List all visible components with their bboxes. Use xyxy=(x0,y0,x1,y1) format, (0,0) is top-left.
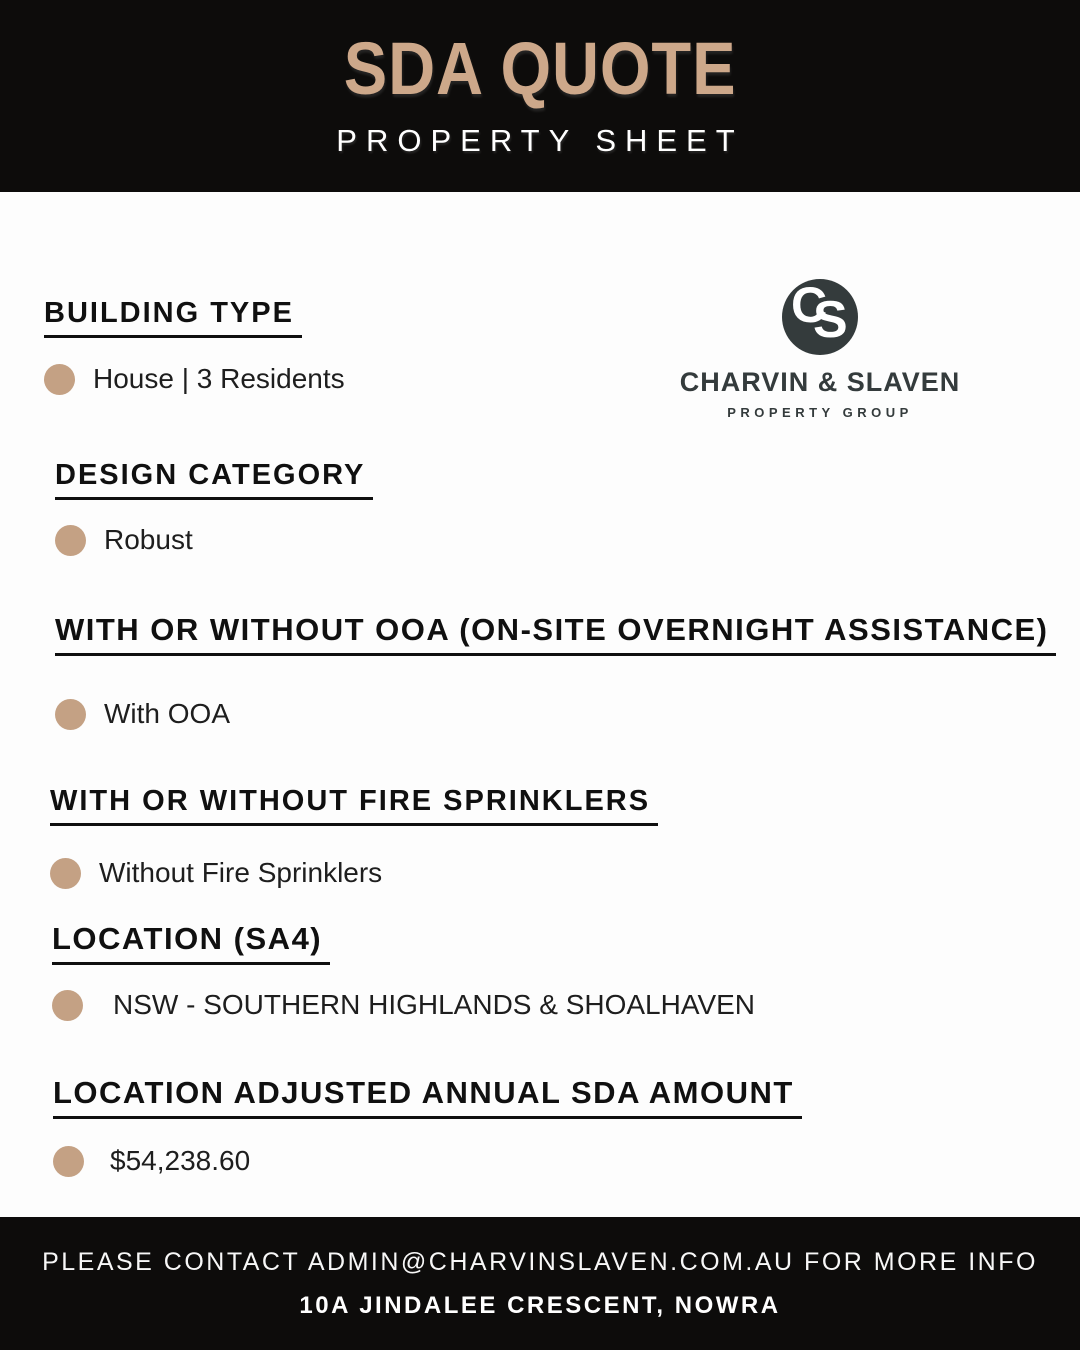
page-title: SDA QUOTE xyxy=(343,27,737,110)
section-heading: LOCATION (SA4) xyxy=(52,921,330,965)
header-band xyxy=(0,0,1080,192)
section-value: $54,238.60 xyxy=(110,1145,251,1176)
page-subtitle: PROPERTY SHEET xyxy=(336,123,744,158)
section-heading: WITH OR WITHOUT OOA (ON-SITE OVERNIGHT ASSISTANCE) xyxy=(55,612,1056,656)
section-value-row xyxy=(55,524,373,556)
company-name: CHARVIN & SLAVEN xyxy=(679,367,961,397)
section-value-row xyxy=(52,989,755,1021)
footer-band xyxy=(0,1217,1080,1350)
section-sda-amount xyxy=(53,1075,802,1177)
section-design-category xyxy=(55,459,373,556)
company-tagline: PROPERTY GROUP xyxy=(727,405,913,420)
bullet-dot-icon xyxy=(52,990,83,1021)
section-heading: DESIGN CATEGORY xyxy=(55,459,373,500)
section-value: Without Fire Sprinklers xyxy=(99,857,383,888)
section-heading: WITH OR WITHOUT FIRE SPRINKLERS xyxy=(50,785,658,826)
bullet-dot-icon xyxy=(44,364,75,395)
footer-address-line: 10A JINDALEE CRESCENT, NOWRA xyxy=(299,1291,781,1319)
section-location-sa4 xyxy=(52,921,755,1021)
section-heading: BUILDING TYPE xyxy=(44,297,302,338)
section-fire-sprinklers xyxy=(50,785,658,889)
logo-letter-s: S xyxy=(813,291,848,349)
logo-monogram-icon xyxy=(782,279,858,355)
section-ooa xyxy=(55,612,1056,730)
section-value-row xyxy=(44,363,345,395)
company-logo xyxy=(660,279,980,420)
bullet-dot-icon xyxy=(55,525,86,556)
bullet-dot-icon xyxy=(53,1146,84,1177)
section-heading: LOCATION ADJUSTED ANNUAL SDA AMOUNT xyxy=(53,1075,802,1119)
logo-letter-c: C xyxy=(791,277,828,333)
section-value: NSW - SOUTHERN HIGHLANDS & SHOALHAVEN xyxy=(113,989,756,1020)
section-value-row xyxy=(53,1145,802,1177)
section-value-row xyxy=(50,857,658,889)
bullet-dot-icon xyxy=(55,699,86,730)
section-building-type xyxy=(44,297,345,395)
footer-contact-line: PLEASE CONTACT ADMIN@CHARVINSLAVEN.COM.AU FOR MORE INFO xyxy=(42,1247,1038,1276)
bullet-dot-icon xyxy=(50,858,81,889)
section-value: Robust xyxy=(104,524,193,555)
section-value: House | 3 Residents xyxy=(93,363,345,394)
section-value: With OOA xyxy=(104,698,231,729)
section-value-row xyxy=(55,698,1056,730)
